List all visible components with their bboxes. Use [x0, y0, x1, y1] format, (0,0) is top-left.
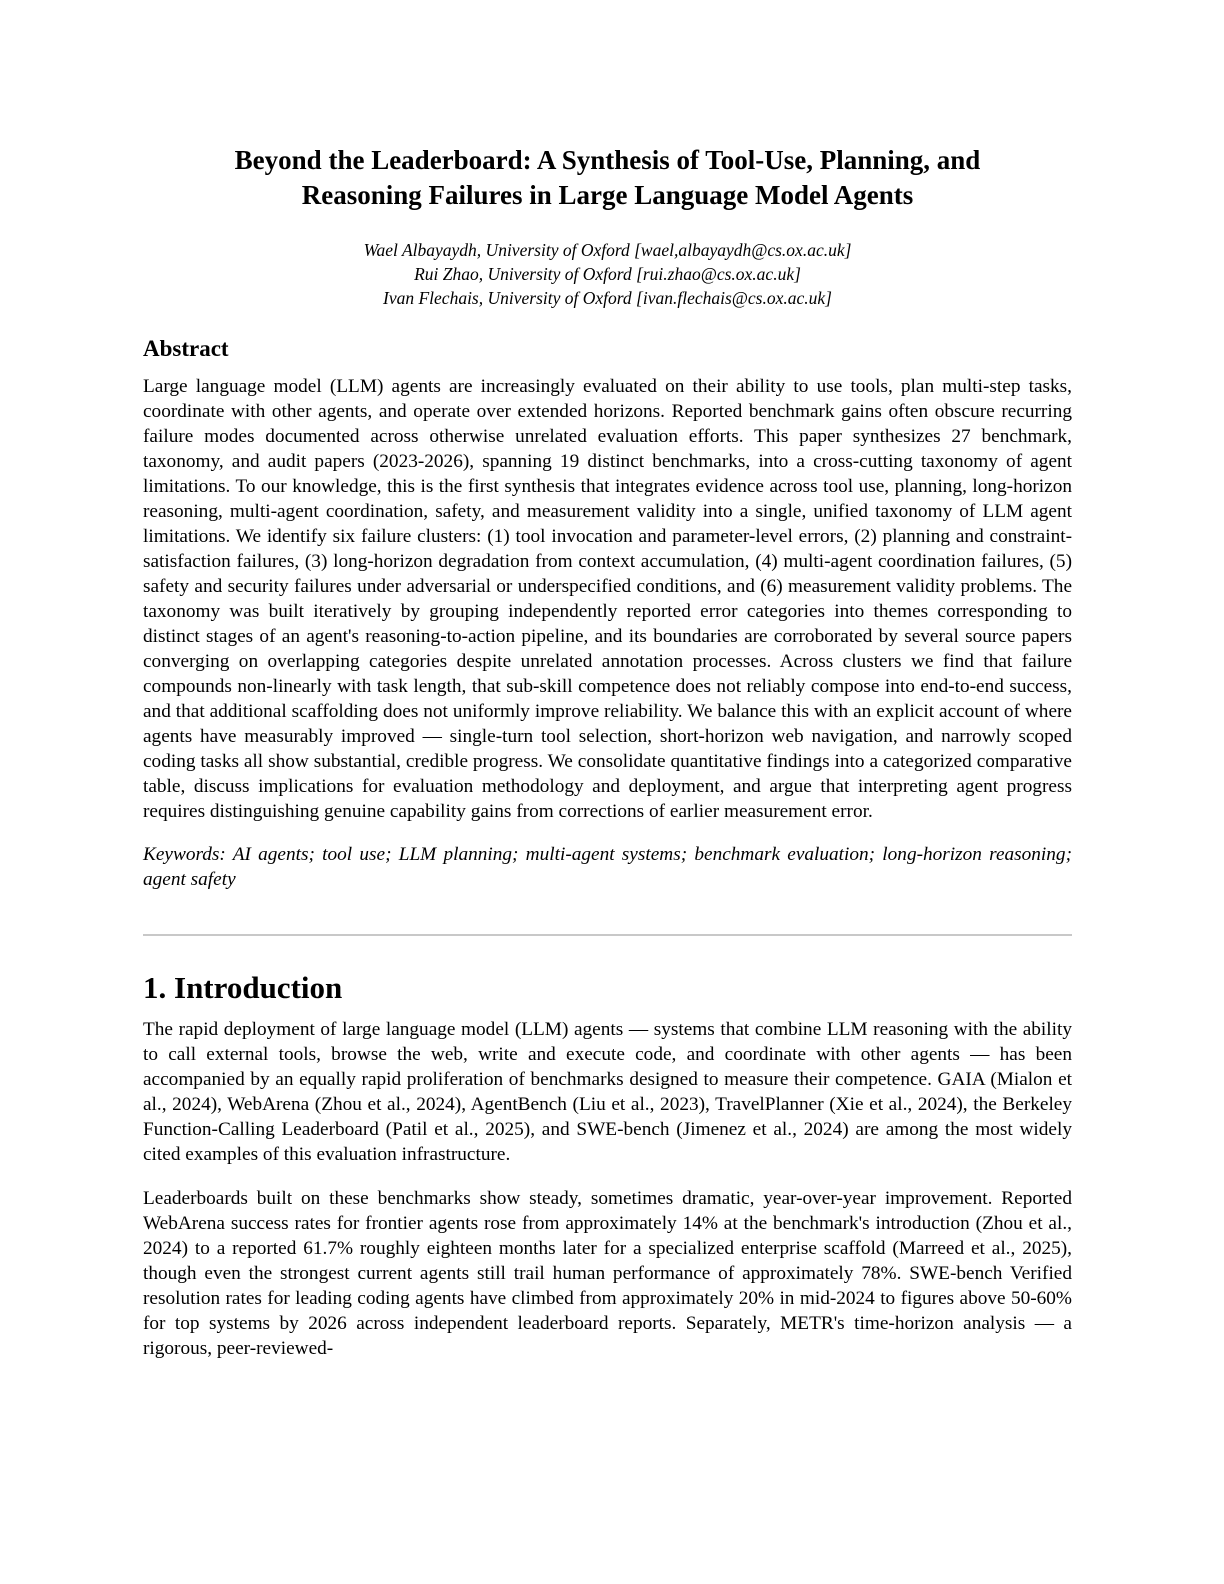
author-list — [143, 238, 1072, 310]
paper-title — [143, 143, 1072, 213]
author-line: Wael Albayaydh, University of Oxford [wael,albayaydh@cs.ox.ac.uk] — [363, 240, 852, 260]
introduction-heading: 1. Introduction — [143, 970, 343, 1005]
paper-page — [143, 0, 1072, 1381]
author-line: Rui Zhao, University of Oxford [rui.zhao@cs.ox.ac.uk] — [414, 264, 801, 284]
abstract-heading: Abstract — [143, 336, 229, 361]
introduction-paragraph: Leaderboards built on these benchmarks show steady, sometimes dramatic, year-over-year improvement. Reported WebArena success rates for frontier agents rose from approximately 14% at the benchmark's introduction (Zhou et al., 2024) to a reported 61.7% roughly eighteen months later for a specialized enterprise scaffold (Marreed et al., 2025), though even the strongest current agents still trail human performance of approximately 78%. SWE-bench Verified resolution rates for leading coding agents have climbed from approximately 20% in mid-2024 to figures above 50-60% for top systems by 2026 across independent leaderboard reports. Separately, METR's time-horizon analysis — a rigorous, peer-reviewed- — [143, 1188, 1072, 1360]
paper-title-line-1: Beyond the Leaderboard: A Synthesis of Tool-Use, Planning, and — [234, 145, 981, 175]
section-divider — [143, 934, 1072, 936]
abstract-body: Large language model (LLM) agents are increasingly evaluated on their ability to use tools, plan multi-step tasks, coordinate with other agents, and operate over extended horizons. Reported benchmark gains often obscure recurring failure modes documented across otherwise unrelated evaluation efforts. This paper synthesizes 27 benchmark, taxonomy, and audit papers (2023-2026), spanning 19 distinct benchmarks, into a cross-cutting taxonomy of agent limitations. To our knowledge, this is the first synthesis that integrates evidence across tool use, planning, long-horizon reasoning, multi-agent coordination, safety, and measurement validity into a single, unified taxonomy of LLM agent limitations. We identify six failure clusters: (1) tool invocation and parameter-level errors, (2) planning and constraint-satisfaction failures, (3) long-horizon degradation from context accumulation, (4) multi-agent coordination failures, (5) safety and security failures under adversarial or underspecified conditions, and (6) measurement validity problems. The taxonomy was built iteratively by grouping independently reported error categories into themes corresponding to distinct stages of an agent's reasoning-to-action pipeline, and its boundaries are corroborated by several source papers converging on overlapping categories despite unrelated annotation processes. Across clusters we find that failure compounds non-linearly with task length, that sub-skill competence does not reliably compose into end-to-end success, and that additional scaffolding does not uniformly improve reliability. We balance this with an explicit account of where agents have measurably improved — single-turn tool selection, short-horizon web navigation, and narrowly scoped coding tasks all show substantial, credible progress. We consolidate quantitative findings into a categorized comparative table, discuss implications for evaluation methodology and deployment, and argue that interpreting agent progress requires distinguishing genuine capability gains from corrections of earlier measurement error. — [143, 376, 1072, 822]
author-line: Ivan Flechais, University of Oxford [ivan.flechais@cs.ox.ac.uk] — [383, 288, 832, 308]
paper-title-line-2: Reasoning Failures in Large Language Model Agents — [301, 180, 914, 210]
introduction-paragraph: The rapid deployment of large language model (LLM) agents — systems that combine LLM reasoning with the ability to call external tools, browse the web, write and execute code, and coordinate with other agents — has been accompanied by an equally rapid proliferation of benchmarks designed to measure their competence. GAIA (Mialon et al., 2024), WebArena (Zhou et al., 2024), AgentBench (Liu et al., 2023), TravelPlanner (Xie et al., 2024), the Berkeley Function-Calling Leaderboard (Patil et al., 2025), and SWE-bench (Jimenez et al., 2024) are among the most widely cited examples of this evaluation infrastructure. — [143, 1019, 1072, 1165]
keywords: Keywords: AI agents; tool use; LLM planning; multi-agent systems; benchmark evaluation; long-horizon reasoning; agent safety — [143, 844, 1072, 890]
